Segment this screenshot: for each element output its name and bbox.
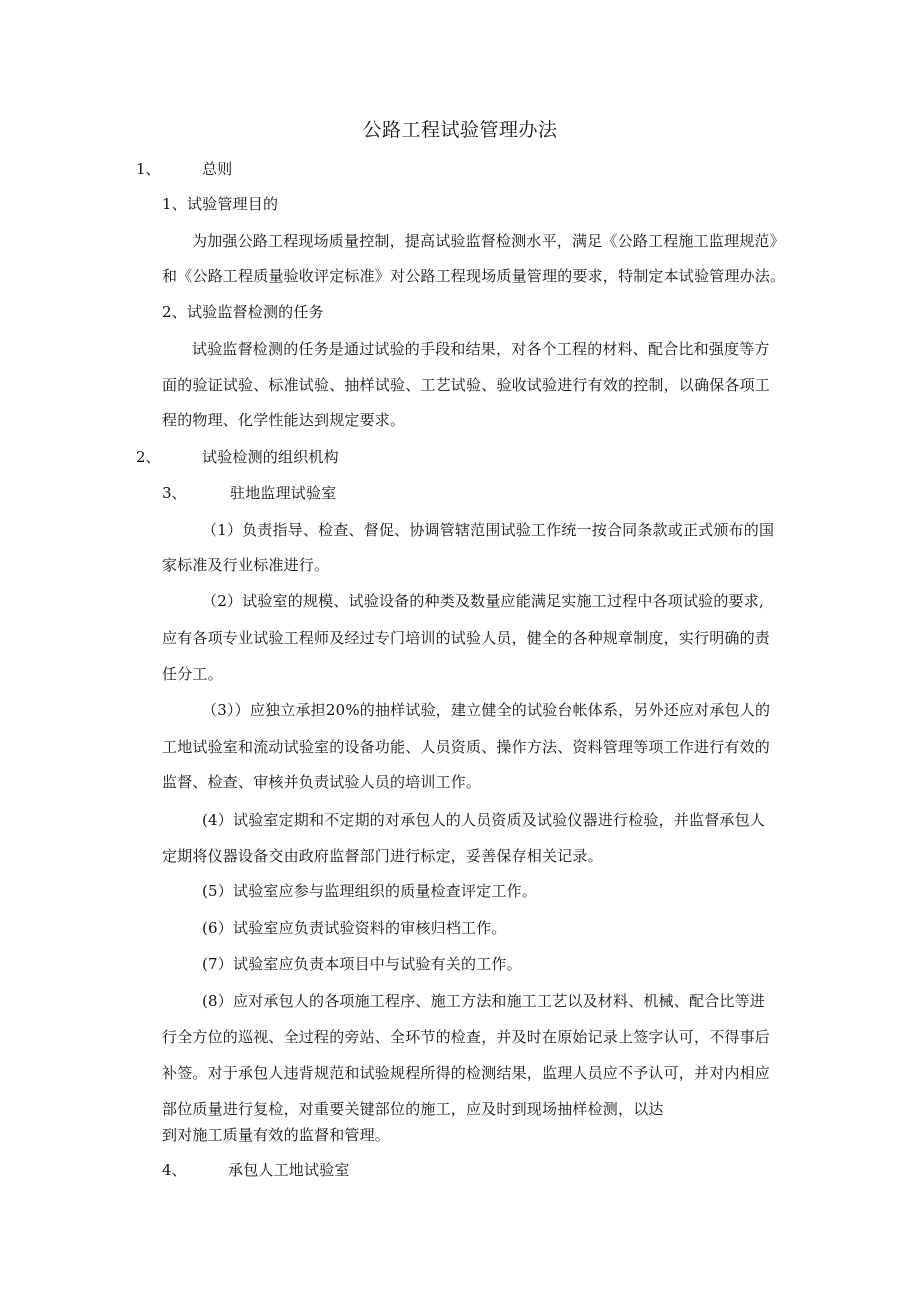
item-line: （1）负责指导、检查、督促、协调管辖范围试验工作统一按合同条款或正式颁布的国 [202,521,775,539]
item-line: (6）试验室应负责试验资料的审核归档工作。 [202,919,507,937]
item-line: 部位质量进行复检，对重要关键部位的施工，应及时到现场抽样检测，以达 [162,1100,664,1118]
document-title: 公路工程试验管理办法 [362,119,558,141]
section-number: 2、 [136,448,161,466]
section-heading: 驻地监理试验室 [230,484,337,502]
item-line: (5）试验室应参与监理组织的质量检查评定工作。 [202,882,537,900]
paragraph-line: 和《公路工程质量验收评定标准》对公路工程现场质量管理的要求，特制定本试验管理办法。 [162,267,786,285]
subsection-heading: 1、试验管理目的 [162,195,279,213]
item-line: (7）试验室应负责本项目中与试验有关的工作。 [202,955,522,973]
item-line: (4）试验室定期和不定期的对承包人的人员资质及试验仪器进行检验，并监督承包人 [202,811,765,829]
section-heading: 总则 [202,160,233,178]
item-line: 监督、检查、审核并负责试验人员的培训工作。 [162,773,482,791]
section-number: 4、 [162,1161,187,1179]
paragraph-line: 面的验证试验、标准试验、抽样试验、工艺试验、验收试验进行有效的控制，以确保各项工 [162,376,771,394]
paragraph-line: 程的物理、化学性能达到规定要求。 [162,411,406,429]
item-line: （3））应独立承担20%的抽样试验，建立健全的试验台帐体系，另外还应对承包人的 [202,701,771,719]
item-line: 工地试验室和流动试验室的设备功能、人员资质、操作方法、资料管理等项工作进行有效的 [162,738,771,756]
item-line: 到对施工质量有效的监督和管理。 [162,1126,391,1144]
item-line: 定期将仪器设备交由政府监督部门进行标定，妥善保存相关记录。 [162,847,603,865]
subsection-heading: 2、试验监督检测的任务 [162,303,324,321]
section-heading: 承包人工地试验室 [228,1161,350,1179]
paragraph-line: 为加强公路工程现场质量控制，提高试验监督检测水平，满足《公路工程施工监理规范》 [192,232,785,250]
item-line: 任分工。 [162,665,223,683]
item-line: (8）应对承包人的各项施工程序、施工方法和施工工艺以及材料、机械、配合比等进 [202,992,765,1010]
item-line: 应有各项专业试验工程师及经过专门培训的试验人员，健全的各种规章制度，实行明确的责 [162,629,771,647]
item-line: 补签。对于承包人违背规范和试验规程所得的检测结果，监理人员应不予认可，并对内相应 [162,1064,771,1082]
item-line: （2）试验室的规模、试验设备的种类及数量应能满足实施工过程中各项试验的要求, [202,592,764,610]
section-number: 3、 [162,484,187,502]
item-line: 家标准及行业标准进行。 [162,556,330,574]
section-heading: 试验检测的组织机构 [202,448,339,466]
item-line: 行全方位的巡视、全过程的旁站、全环节的检查，并及时在原始记录上签字认可，不得事后 [162,1028,771,1046]
paragraph-line: 试验监督检测的任务是通过试验的手段和结果，对各个工程的材料、配合比和强度等方 [192,340,770,358]
section-number: 1、 [136,160,161,178]
